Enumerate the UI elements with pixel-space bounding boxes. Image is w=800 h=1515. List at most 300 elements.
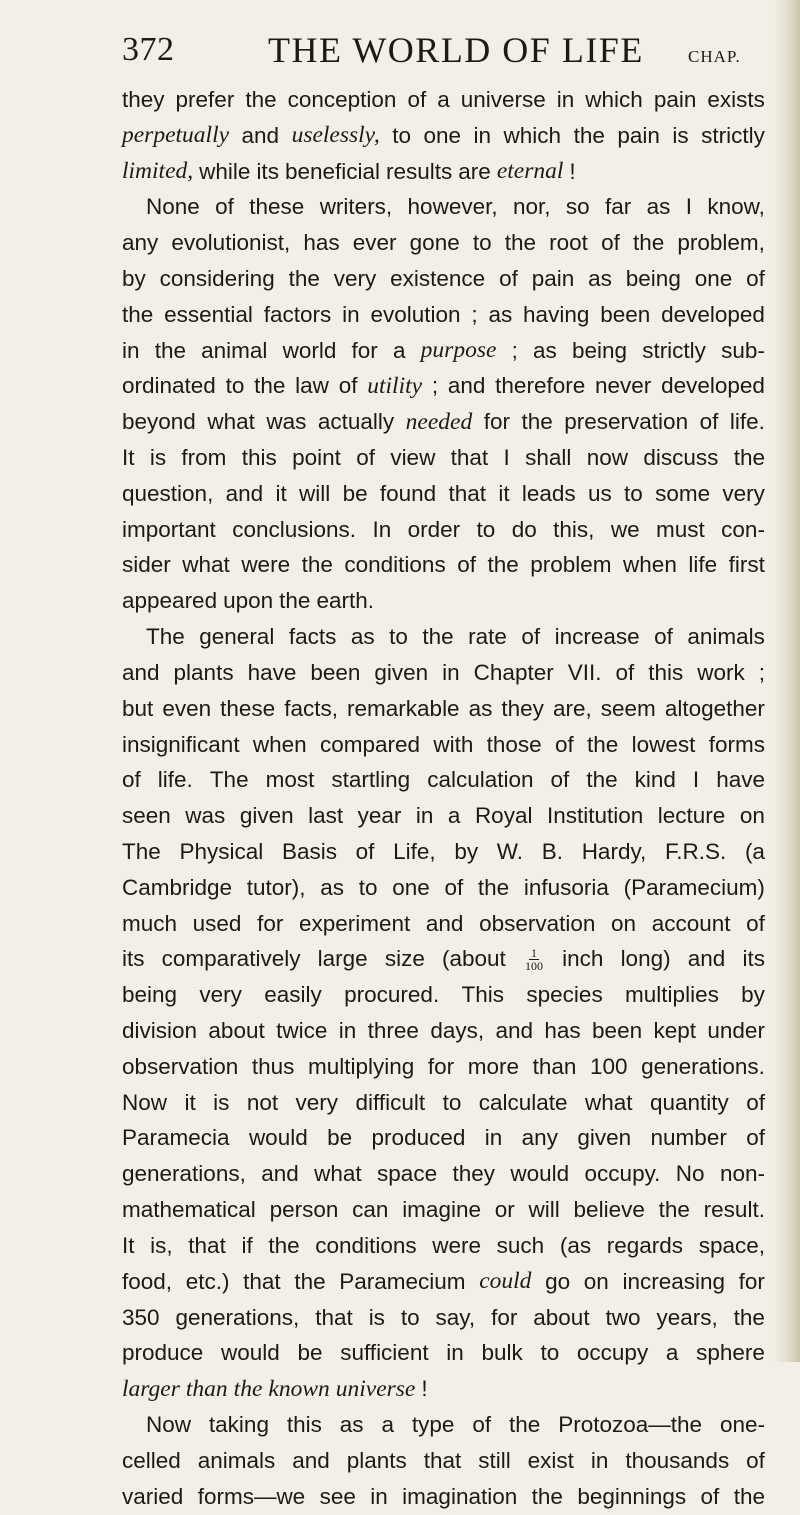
word: to xyxy=(476,516,496,542)
word: of xyxy=(746,1089,765,1115)
word: it xyxy=(184,1089,196,1115)
word: problem, xyxy=(677,230,765,256)
word: conditions xyxy=(315,1232,417,1258)
word: but xyxy=(122,695,154,721)
word: of xyxy=(615,659,635,685)
word: etc.) xyxy=(185,1268,230,1294)
word: by xyxy=(122,265,146,291)
text-line xyxy=(122,154,765,190)
italic-word: utility xyxy=(367,372,423,399)
word: from xyxy=(181,445,227,471)
word: while xyxy=(199,158,251,184)
word: Paramecium xyxy=(339,1268,466,1294)
word: to xyxy=(624,480,643,506)
text-line xyxy=(122,1479,765,1515)
word: appeared xyxy=(122,588,218,614)
word: rate xyxy=(468,624,507,650)
word: in xyxy=(473,122,492,148)
word: the xyxy=(733,445,765,471)
word: quantity xyxy=(649,1089,729,1115)
word: the xyxy=(587,731,619,757)
word: F.R.S. xyxy=(664,838,727,864)
word: been xyxy=(592,1018,643,1044)
word: thousands xyxy=(625,1447,730,1473)
word: Life, xyxy=(393,838,436,864)
word: The xyxy=(209,767,249,793)
word: B. xyxy=(541,838,563,864)
word: have xyxy=(247,659,297,685)
word: never xyxy=(595,373,652,399)
word: preservation xyxy=(564,409,689,435)
word: year xyxy=(357,803,402,829)
word: to xyxy=(389,624,408,650)
text-line xyxy=(122,1407,765,1443)
text-line xyxy=(122,225,765,261)
word: evolutionist, xyxy=(171,230,291,256)
word: imagination xyxy=(402,1483,518,1509)
word: on xyxy=(739,803,765,829)
word: of xyxy=(550,767,570,793)
word: what xyxy=(207,409,255,435)
word: go xyxy=(545,1268,571,1294)
word: conclusions. xyxy=(232,516,357,542)
word: type xyxy=(411,1411,455,1437)
word: for xyxy=(427,1053,455,1079)
word: (a xyxy=(744,838,765,864)
word: having xyxy=(523,301,590,327)
word: generations, xyxy=(175,1304,300,1330)
word: of xyxy=(554,731,574,757)
word: strictly xyxy=(642,337,706,363)
word: such xyxy=(496,1232,545,1258)
word: very xyxy=(722,480,765,506)
word: long) xyxy=(620,946,671,972)
word: of xyxy=(444,874,464,900)
word: lecture xyxy=(657,803,726,829)
word: ; xyxy=(511,337,518,363)
text-line xyxy=(122,727,765,763)
word: varied xyxy=(122,1483,184,1509)
word: shall xyxy=(525,445,572,471)
word: more xyxy=(467,1053,519,1079)
word: were xyxy=(432,1232,482,1258)
word: of xyxy=(499,265,518,291)
word: are, xyxy=(552,695,592,721)
word: the xyxy=(586,767,618,793)
word: will xyxy=(299,480,331,506)
word: produce xyxy=(122,1340,204,1366)
word: the xyxy=(122,301,154,327)
word: ; xyxy=(431,373,439,399)
word: forms xyxy=(708,731,765,757)
word: the xyxy=(733,1483,765,1509)
word: Institution xyxy=(546,803,644,829)
word: gone xyxy=(409,230,460,256)
word: and xyxy=(447,373,486,399)
word: have xyxy=(716,767,765,793)
word: calculation xyxy=(427,767,534,793)
body-text xyxy=(122,82,765,1515)
word: sphere xyxy=(696,1340,765,1366)
italic-word: eternal xyxy=(496,158,564,185)
word: as xyxy=(339,1411,364,1437)
word: for xyxy=(738,1268,765,1294)
word: the xyxy=(733,1304,765,1330)
text-line xyxy=(122,1049,765,1085)
word: will xyxy=(528,1197,560,1223)
word: than xyxy=(532,1053,577,1079)
word: universe xyxy=(460,86,546,112)
word: world xyxy=(282,337,337,363)
word: pain xyxy=(531,265,575,291)
text-line xyxy=(122,512,765,548)
word: Paramecia xyxy=(122,1125,230,1151)
word: by xyxy=(741,982,765,1008)
word: we xyxy=(610,516,640,542)
word: some xyxy=(655,480,711,506)
word: used xyxy=(192,910,242,936)
word: earth. xyxy=(316,588,374,614)
text-line xyxy=(122,1121,765,1157)
word: (Paramecium) xyxy=(623,874,765,900)
word: and xyxy=(425,910,464,936)
word: multiplies xyxy=(625,982,719,1008)
word: kept xyxy=(653,1018,697,1044)
word: discuss xyxy=(643,445,719,471)
word: of xyxy=(746,910,765,936)
word: would xyxy=(510,1161,570,1187)
text-line xyxy=(122,1443,765,1479)
word: they xyxy=(452,1161,495,1187)
word: the xyxy=(504,230,537,256)
word: beginnings xyxy=(577,1483,687,1509)
word: ever xyxy=(352,230,397,256)
word: any xyxy=(521,1125,558,1151)
word: writers, xyxy=(319,194,393,220)
word: has xyxy=(303,230,340,256)
word: this xyxy=(286,1411,322,1437)
word: to xyxy=(442,1089,462,1115)
word: plants xyxy=(346,1447,407,1473)
word: and xyxy=(292,1447,330,1473)
word: the xyxy=(279,588,311,614)
word: one xyxy=(423,122,462,148)
word: taking xyxy=(208,1411,269,1437)
word: calculate xyxy=(478,1089,568,1115)
italic-word: purpose xyxy=(420,337,497,364)
word: (as xyxy=(559,1232,592,1258)
word: as xyxy=(533,337,557,363)
word: conception xyxy=(287,86,397,112)
italic-word: limited, xyxy=(122,158,194,185)
word: is xyxy=(149,445,167,471)
word: the xyxy=(573,122,605,148)
word: is xyxy=(672,122,689,148)
word: division xyxy=(122,1018,198,1044)
word: the xyxy=(268,1232,300,1258)
word: compared xyxy=(319,731,421,757)
word: in xyxy=(590,1447,609,1473)
fraction-denominator: 100 xyxy=(524,958,543,973)
word: its xyxy=(256,158,279,184)
word: to xyxy=(225,373,245,399)
word: plants xyxy=(173,659,234,685)
word: the xyxy=(477,874,510,900)
word: the xyxy=(521,409,553,435)
word: sufficient xyxy=(340,1340,429,1366)
word: in xyxy=(442,659,460,685)
text-line xyxy=(122,1335,765,1371)
word: pain xyxy=(653,86,697,112)
word: under xyxy=(707,1018,765,1044)
word: given xyxy=(239,803,294,829)
word: what xyxy=(314,1161,362,1187)
word: work xyxy=(697,659,745,685)
page-edge-shadow xyxy=(774,0,800,1362)
word: essential xyxy=(164,301,253,327)
word: point xyxy=(292,445,341,471)
word: life. xyxy=(157,767,193,793)
word: in xyxy=(446,1340,464,1366)
word: being xyxy=(571,337,628,363)
word: account xyxy=(651,910,731,936)
word: for xyxy=(483,409,510,435)
word: be xyxy=(342,480,368,506)
word: exists xyxy=(707,86,765,112)
word: space, xyxy=(698,1232,765,1258)
word: (about xyxy=(442,946,506,972)
word: inch xyxy=(562,946,604,972)
word: No xyxy=(675,1161,705,1187)
text-line xyxy=(122,261,765,297)
word: celled xyxy=(122,1447,181,1473)
word: startling xyxy=(331,767,411,793)
word: and xyxy=(225,480,264,506)
word: two xyxy=(605,1304,641,1330)
word: species xyxy=(526,982,603,1008)
word: strictly xyxy=(701,122,765,148)
word: for xyxy=(351,337,378,363)
word: This xyxy=(461,982,505,1008)
word: given xyxy=(577,1125,632,1151)
word: person xyxy=(269,1197,339,1223)
word: twice xyxy=(276,1018,328,1044)
word: can xyxy=(352,1197,389,1223)
word: order xyxy=(407,516,461,542)
word: life xyxy=(688,552,718,578)
word: one xyxy=(392,874,430,900)
word: remarkable xyxy=(347,695,460,721)
word: a xyxy=(437,86,450,112)
word: imagine xyxy=(402,1197,481,1223)
word: food, xyxy=(122,1268,173,1294)
word: generations, xyxy=(122,1161,246,1187)
word: ! xyxy=(569,158,576,184)
text-line xyxy=(122,655,765,691)
word: the xyxy=(487,552,519,578)
word: It xyxy=(122,1232,135,1258)
text-line xyxy=(122,619,765,655)
word: I xyxy=(503,445,510,471)
word: one- xyxy=(719,1411,765,1437)
word: in xyxy=(556,86,575,112)
word: VII. xyxy=(567,659,602,685)
word: were xyxy=(241,552,291,578)
word: procured. xyxy=(344,982,440,1008)
word: Basis xyxy=(281,838,337,864)
word: comparatively xyxy=(161,946,301,972)
word: view xyxy=(390,445,436,471)
word: result. xyxy=(703,1197,765,1223)
text-line xyxy=(122,834,765,870)
text-line xyxy=(122,297,765,333)
text-line xyxy=(122,1264,765,1300)
text-line xyxy=(122,1300,765,1336)
word: of xyxy=(355,838,375,864)
word: in xyxy=(342,301,360,327)
word: large xyxy=(317,946,368,972)
word: are xyxy=(458,158,491,184)
word: the xyxy=(531,1483,563,1509)
word: has xyxy=(544,1018,581,1044)
word: been xyxy=(310,659,361,685)
word: do xyxy=(511,516,537,542)
word: bulk xyxy=(481,1340,523,1366)
word: the xyxy=(632,230,665,256)
word: ! xyxy=(421,1376,428,1402)
word: last xyxy=(308,803,344,829)
word: in xyxy=(122,337,140,363)
page-number: 372 xyxy=(122,31,175,68)
word: about xyxy=(208,1018,265,1044)
word: Protozoa—the xyxy=(558,1411,703,1437)
word: they xyxy=(122,86,165,112)
word: to xyxy=(392,122,411,148)
word: what xyxy=(182,552,230,578)
fraction xyxy=(523,947,545,972)
word: which xyxy=(585,86,643,112)
word: these xyxy=(249,194,305,220)
word: on xyxy=(583,1268,609,1294)
word: difficult xyxy=(355,1089,426,1115)
word: this xyxy=(241,445,277,471)
word: one xyxy=(694,265,733,291)
word: that xyxy=(315,1304,353,1330)
word: on xyxy=(611,910,637,936)
word: size xyxy=(384,946,425,972)
word: about xyxy=(533,1304,590,1330)
word: the xyxy=(658,1197,690,1223)
word: W. xyxy=(496,838,524,864)
word: sider xyxy=(122,552,171,578)
word: insignificant xyxy=(122,731,240,757)
text-line xyxy=(122,1013,765,1049)
word: of xyxy=(699,409,719,435)
word: be xyxy=(327,1125,353,1151)
word: seen xyxy=(122,803,171,829)
word: of xyxy=(700,1483,720,1509)
text-line xyxy=(122,118,765,154)
word: if xyxy=(241,1232,253,1258)
word: for xyxy=(257,910,284,936)
italic-word: uselessly, xyxy=(291,122,380,149)
word: know, xyxy=(707,194,765,220)
word: of xyxy=(601,230,620,256)
text-line xyxy=(122,1085,765,1121)
word: facts, xyxy=(284,695,338,721)
word: lowest xyxy=(631,731,696,757)
text-line xyxy=(122,870,765,906)
word: of xyxy=(122,767,141,793)
book-title: THE WORLD OF LIFE xyxy=(268,30,644,70)
word: when xyxy=(252,731,307,757)
text-line xyxy=(122,369,765,405)
word: that xyxy=(188,1232,226,1258)
word: space xyxy=(377,1161,438,1187)
italic-word: needed xyxy=(405,408,473,435)
word: of xyxy=(472,1411,492,1437)
text-line xyxy=(122,1228,765,1264)
word: generations. xyxy=(641,1053,765,1079)
word: being xyxy=(625,265,681,291)
word: the xyxy=(422,624,454,650)
word: and xyxy=(241,122,280,148)
word: what xyxy=(585,1089,633,1115)
word: in xyxy=(484,1125,503,1151)
word: it xyxy=(498,480,510,506)
word: by xyxy=(454,838,479,864)
text-line xyxy=(122,333,765,369)
word: Now xyxy=(122,1089,168,1115)
word: beneficial xyxy=(284,158,381,184)
word: Royal xyxy=(474,803,533,829)
word: multiplying xyxy=(308,1053,415,1079)
word: or xyxy=(494,1197,515,1223)
word: the xyxy=(154,337,186,363)
word: results xyxy=(386,158,453,184)
word: days, xyxy=(430,1018,485,1044)
word: developed xyxy=(661,373,765,399)
word: law xyxy=(295,373,329,399)
word: found xyxy=(379,480,437,506)
word: animals xyxy=(197,1447,276,1473)
word: of xyxy=(407,86,427,112)
italic-word: larger xyxy=(122,1375,180,1402)
word: they xyxy=(501,695,544,721)
word: problem xyxy=(530,552,612,578)
word: given xyxy=(374,659,429,685)
word: was xyxy=(185,803,226,829)
word: prefer xyxy=(175,86,235,112)
word: thus xyxy=(251,1053,295,1079)
word: not xyxy=(246,1089,279,1115)
text-line xyxy=(122,691,765,727)
word: however, xyxy=(407,194,498,220)
word: leads xyxy=(521,480,576,506)
word: Hardy, xyxy=(581,838,647,864)
chapter-mark: CHAP. xyxy=(688,47,741,66)
word: of xyxy=(215,194,234,220)
word: developed xyxy=(661,301,765,327)
text-line xyxy=(122,1156,765,1192)
word: question, xyxy=(122,480,214,506)
word: sub- xyxy=(721,337,765,363)
word: being xyxy=(122,982,178,1008)
word: in xyxy=(338,1018,357,1044)
italic-word: than xyxy=(185,1375,228,1402)
word: Cambridge xyxy=(122,874,233,900)
word: its xyxy=(122,946,145,972)
